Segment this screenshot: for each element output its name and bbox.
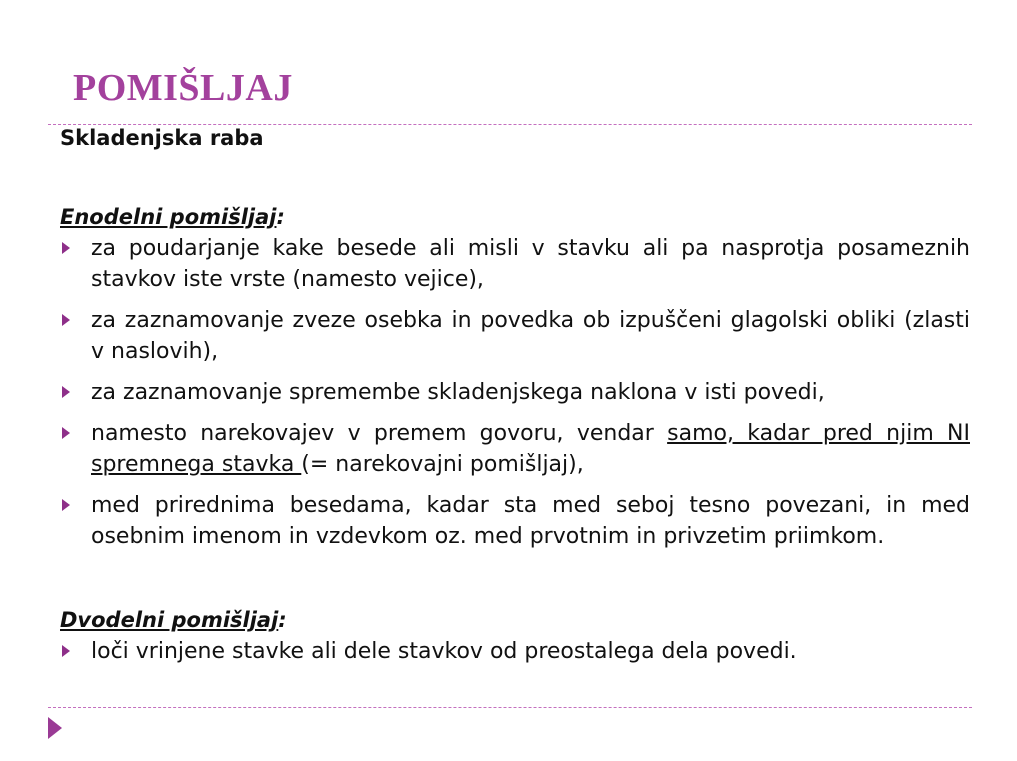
triangle-bullet-icon xyxy=(62,314,70,326)
list-item xyxy=(60,490,970,552)
list-item-text: za zaznamovanje spremembe skladenjskega naklona v isti povedi, xyxy=(91,380,825,405)
heading-text: Dvodelni pomišljaj xyxy=(60,608,279,632)
heading-colon: : xyxy=(276,205,285,229)
list-item xyxy=(60,305,970,367)
triangle-bullet-icon xyxy=(62,386,70,398)
subtitle: Skladenjska raba xyxy=(60,126,264,150)
list-item-text: za zaznamovanje zveze osebka in povedka ob izpuščeni glagolski obliki (zlasti v naslovih), xyxy=(91,308,970,364)
list-item-text: loči vrinjene stavke ali dele stavkov od preostalega dela povedi. xyxy=(91,639,797,664)
triangle-bullet-icon xyxy=(62,645,70,657)
slide-content xyxy=(60,122,970,677)
slide-title: POMIŠLJAJ xyxy=(73,67,293,109)
list-item-text: med prirednima besedama, kadar sta med seboj tesno povezani, in med osebnim imenom in vzdevkom oz. med prvotnim in privzetim priimkom. xyxy=(91,493,970,549)
list-item xyxy=(60,636,970,667)
section-heading-enodelni xyxy=(60,202,970,233)
section-heading-dvodelni xyxy=(60,605,970,636)
enodelni-list xyxy=(60,233,970,552)
heading-text: Enodelni pomišljaj xyxy=(60,205,277,229)
list-item-text-underlined: samo, kadar pred njim NI spremnega stavka xyxy=(91,421,970,477)
list-item-text-post: (= narekovajni pomišljaj), xyxy=(301,452,584,477)
list-item xyxy=(60,377,970,408)
triangle-bullet-icon xyxy=(62,242,70,254)
corner-triangle-icon xyxy=(48,717,62,739)
triangle-bullet-icon xyxy=(62,499,70,511)
list-item xyxy=(60,418,970,480)
dvodelni-list xyxy=(60,636,970,667)
bottom-divider xyxy=(48,707,972,708)
list-item xyxy=(60,233,970,295)
list-item-text: za poudarjanje kake besede ali misli v stavku ali pa nasprotja posameznih stavkov iste vrste (namesto vejice), xyxy=(91,236,970,292)
triangle-bullet-icon xyxy=(62,427,70,439)
heading-colon: : xyxy=(278,608,287,632)
list-item-text-pre: namesto narekovajev v premem govoru, vendar xyxy=(91,421,668,446)
